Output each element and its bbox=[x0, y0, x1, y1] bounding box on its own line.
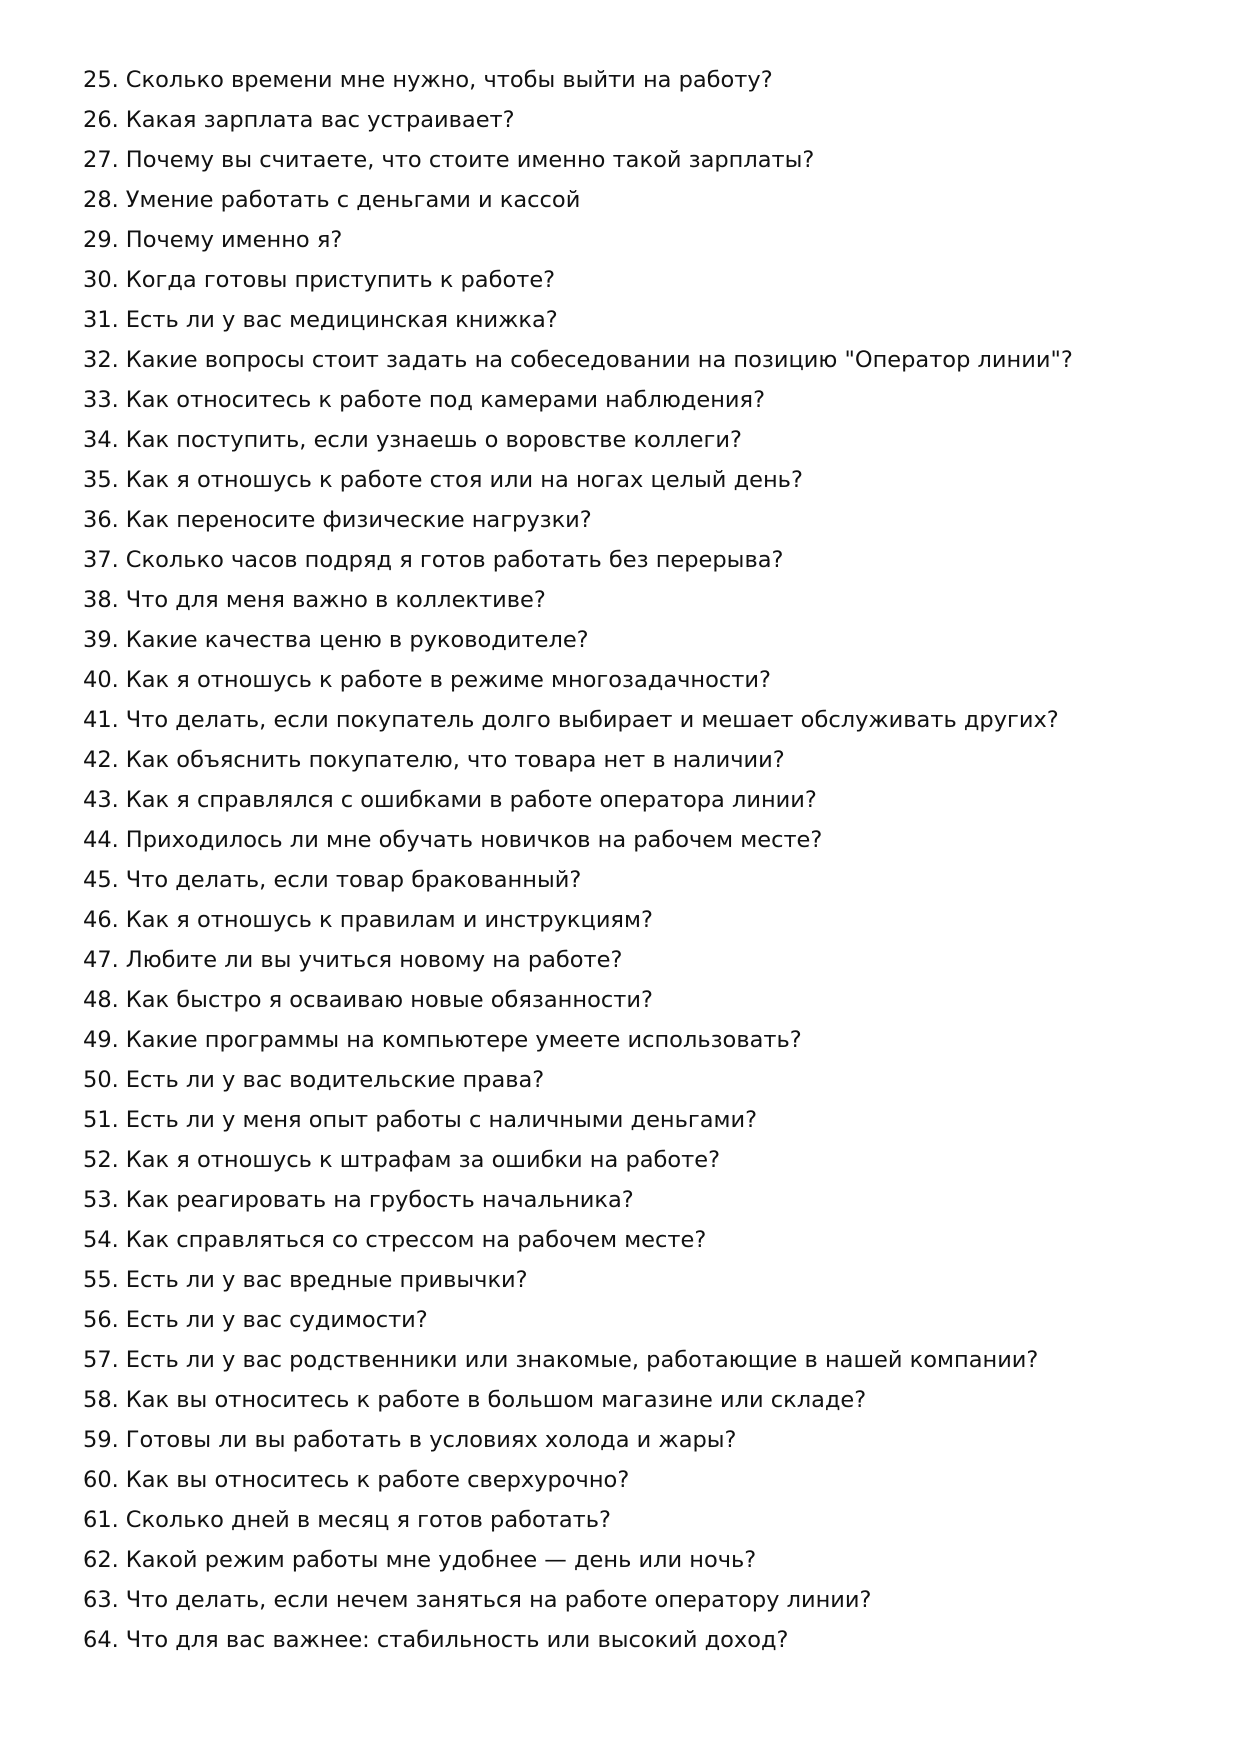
question-text: Как реагировать на грубость начальника? bbox=[125, 1187, 634, 1213]
question-item bbox=[83, 100, 1183, 140]
question-item bbox=[83, 260, 1183, 300]
question-text: Как я справлялся с ошибками в работе оператора линии? bbox=[125, 787, 817, 813]
question-text: Есть ли у вас судимости? bbox=[125, 1307, 428, 1333]
question-text: Есть ли у вас родственники или знакомые, работающие в нашей компании? bbox=[125, 1347, 1039, 1373]
question-text: Сколько времени мне нужно, чтобы выйти на работу? bbox=[125, 67, 773, 93]
question-item bbox=[83, 700, 1183, 740]
question-item bbox=[83, 620, 1183, 660]
question-number: 31. bbox=[83, 307, 119, 333]
question-item bbox=[83, 580, 1183, 620]
question-item bbox=[83, 1620, 1183, 1660]
question-item bbox=[83, 1060, 1183, 1100]
question-text: Почему вы считаете, что стоите именно такой зарплаты? bbox=[125, 147, 815, 173]
question-number: 56. bbox=[83, 1307, 119, 1333]
question-item bbox=[83, 1180, 1183, 1220]
question-number: 25. bbox=[83, 67, 119, 93]
question-text: Как вы относитесь к работе в большом магазине или складе? bbox=[125, 1387, 867, 1413]
question-item bbox=[83, 140, 1183, 180]
question-number: 51. bbox=[83, 1107, 119, 1133]
question-text: Любите ли вы учиться новому на работе? bbox=[125, 947, 623, 973]
question-number: 45. bbox=[83, 867, 119, 893]
question-text: Что для вас важнее: стабильность или высокий доход? bbox=[125, 1627, 789, 1653]
question-text: Когда готовы приступить к работе? bbox=[125, 267, 556, 293]
question-item bbox=[83, 460, 1183, 500]
question-number: 33. bbox=[83, 387, 119, 413]
question-item bbox=[83, 900, 1183, 940]
question-text: Сколько дней в месяц я готов работать? bbox=[125, 1507, 611, 1533]
question-number: 36. bbox=[83, 507, 119, 533]
question-number: 38. bbox=[83, 587, 119, 613]
question-text: Что делать, если нечем заняться на работе оператору линии? bbox=[125, 1587, 872, 1613]
question-number: 29. bbox=[83, 227, 119, 253]
question-item bbox=[83, 1300, 1183, 1340]
question-number: 48. bbox=[83, 987, 119, 1013]
question-number: 61. bbox=[83, 1507, 119, 1533]
question-text: Готовы ли вы работать в условиях холода и жары? bbox=[125, 1427, 737, 1453]
question-text: Как быстро я осваиваю новые обязанности? bbox=[125, 987, 653, 1013]
question-item bbox=[83, 980, 1183, 1020]
question-number: 30. bbox=[83, 267, 119, 293]
question-number: 34. bbox=[83, 427, 119, 453]
question-item bbox=[83, 660, 1183, 700]
question-number: 47. bbox=[83, 947, 119, 973]
question-text: Как вы относитесь к работе сверхурочно? bbox=[125, 1467, 630, 1493]
question-number: 32. bbox=[83, 347, 119, 373]
question-item bbox=[83, 1500, 1183, 1540]
question-text: Какие качества ценю в руководителе? bbox=[125, 627, 589, 653]
question-text: Есть ли у вас вредные привычки? bbox=[125, 1267, 528, 1293]
question-number: 57. bbox=[83, 1347, 119, 1373]
question-text: Есть ли у меня опыт работы с наличными деньгами? bbox=[125, 1107, 758, 1133]
question-number: 54. bbox=[83, 1227, 119, 1253]
question-text: Есть ли у вас медицинская книжка? bbox=[125, 307, 558, 333]
question-item bbox=[83, 1420, 1183, 1460]
question-number: 44. bbox=[83, 827, 119, 853]
question-number: 27. bbox=[83, 147, 119, 173]
question-number: 39. bbox=[83, 627, 119, 653]
question-text: Как я отношусь к работе стоя или на ногах целый день? bbox=[125, 467, 803, 493]
question-item bbox=[83, 220, 1183, 260]
question-number: 63. bbox=[83, 1587, 119, 1613]
question-number: 37. bbox=[83, 547, 119, 573]
question-item bbox=[83, 420, 1183, 460]
question-number: 62. bbox=[83, 1547, 119, 1573]
question-number: 41. bbox=[83, 707, 119, 733]
question-text: Как переносите физические нагрузки? bbox=[125, 507, 592, 533]
question-text: Как я отношусь к работе в режиме многозадачности? bbox=[125, 667, 771, 693]
question-number: 28. bbox=[83, 187, 119, 213]
question-item bbox=[83, 1020, 1183, 1060]
question-number: 50. bbox=[83, 1067, 119, 1093]
question-item bbox=[83, 1100, 1183, 1140]
question-item bbox=[83, 1260, 1183, 1300]
question-text: Что делать, если товар бракованный? bbox=[125, 867, 582, 893]
question-item bbox=[83, 180, 1183, 220]
question-text: Как я отношусь к штрафам за ошибки на работе? bbox=[125, 1147, 721, 1173]
question-number: 46. bbox=[83, 907, 119, 933]
question-text: Какой режим работы мне удобнее — день или ночь? bbox=[125, 1547, 757, 1573]
question-number: 26. bbox=[83, 107, 119, 133]
question-item bbox=[83, 1380, 1183, 1420]
question-text: Что для меня важно в коллективе? bbox=[125, 587, 546, 613]
question-number: 42. bbox=[83, 747, 119, 773]
question-text: Что делать, если покупатель долго выбирает и мешает обслуживать других? bbox=[125, 707, 1059, 733]
question-item bbox=[83, 1220, 1183, 1260]
question-item bbox=[83, 1460, 1183, 1500]
question-item bbox=[83, 60, 1183, 100]
question-number: 35. bbox=[83, 467, 119, 493]
question-number: 59. bbox=[83, 1427, 119, 1453]
question-number: 49. bbox=[83, 1027, 119, 1053]
question-text: Какие программы на компьютере умеете использовать? bbox=[125, 1027, 802, 1053]
question-item bbox=[83, 340, 1183, 380]
question-text: Как поступить, если узнаешь о воровстве коллеги? bbox=[125, 427, 742, 453]
question-number: 43. bbox=[83, 787, 119, 813]
question-text: Есть ли у вас водительские права? bbox=[125, 1067, 545, 1093]
question-list bbox=[83, 60, 1183, 1660]
question-number: 40. bbox=[83, 667, 119, 693]
question-item bbox=[83, 540, 1183, 580]
question-item bbox=[83, 1580, 1183, 1620]
question-item bbox=[83, 1340, 1183, 1380]
question-item bbox=[83, 380, 1183, 420]
question-item bbox=[83, 1140, 1183, 1180]
question-item bbox=[83, 780, 1183, 820]
question-number: 55. bbox=[83, 1267, 119, 1293]
question-text: Какие вопросы стоит задать на собеседовании на позицию "Оператор линии"? bbox=[125, 347, 1073, 373]
question-text: Как я отношусь к правилам и инструкциям? bbox=[125, 907, 653, 933]
question-text: Какая зарплата вас устраивает? bbox=[125, 107, 515, 133]
question-text: Умение работать с деньгами и кассой bbox=[125, 187, 581, 213]
question-item bbox=[83, 300, 1183, 340]
question-item bbox=[83, 1540, 1183, 1580]
question-text: Как объяснить покупателю, что товара нет в наличии? bbox=[125, 747, 785, 773]
question-text: Как справляться со стрессом на рабочем месте? bbox=[125, 1227, 707, 1253]
question-item bbox=[83, 820, 1183, 860]
question-text: Сколько часов подряд я готов работать без перерыва? bbox=[125, 547, 784, 573]
question-number: 64. bbox=[83, 1627, 119, 1653]
question-item bbox=[83, 740, 1183, 780]
question-number: 52. bbox=[83, 1147, 119, 1173]
question-number: 60. bbox=[83, 1467, 119, 1493]
question-number: 58. bbox=[83, 1387, 119, 1413]
question-text: Почему именно я? bbox=[125, 227, 343, 253]
question-text: Как относитесь к работе под камерами наблюдения? bbox=[125, 387, 766, 413]
question-text: Приходилось ли мне обучать новичков на рабочем месте? bbox=[125, 827, 823, 853]
question-number: 53. bbox=[83, 1187, 119, 1213]
question-item bbox=[83, 860, 1183, 900]
question-item bbox=[83, 940, 1183, 980]
question-item bbox=[83, 500, 1183, 540]
